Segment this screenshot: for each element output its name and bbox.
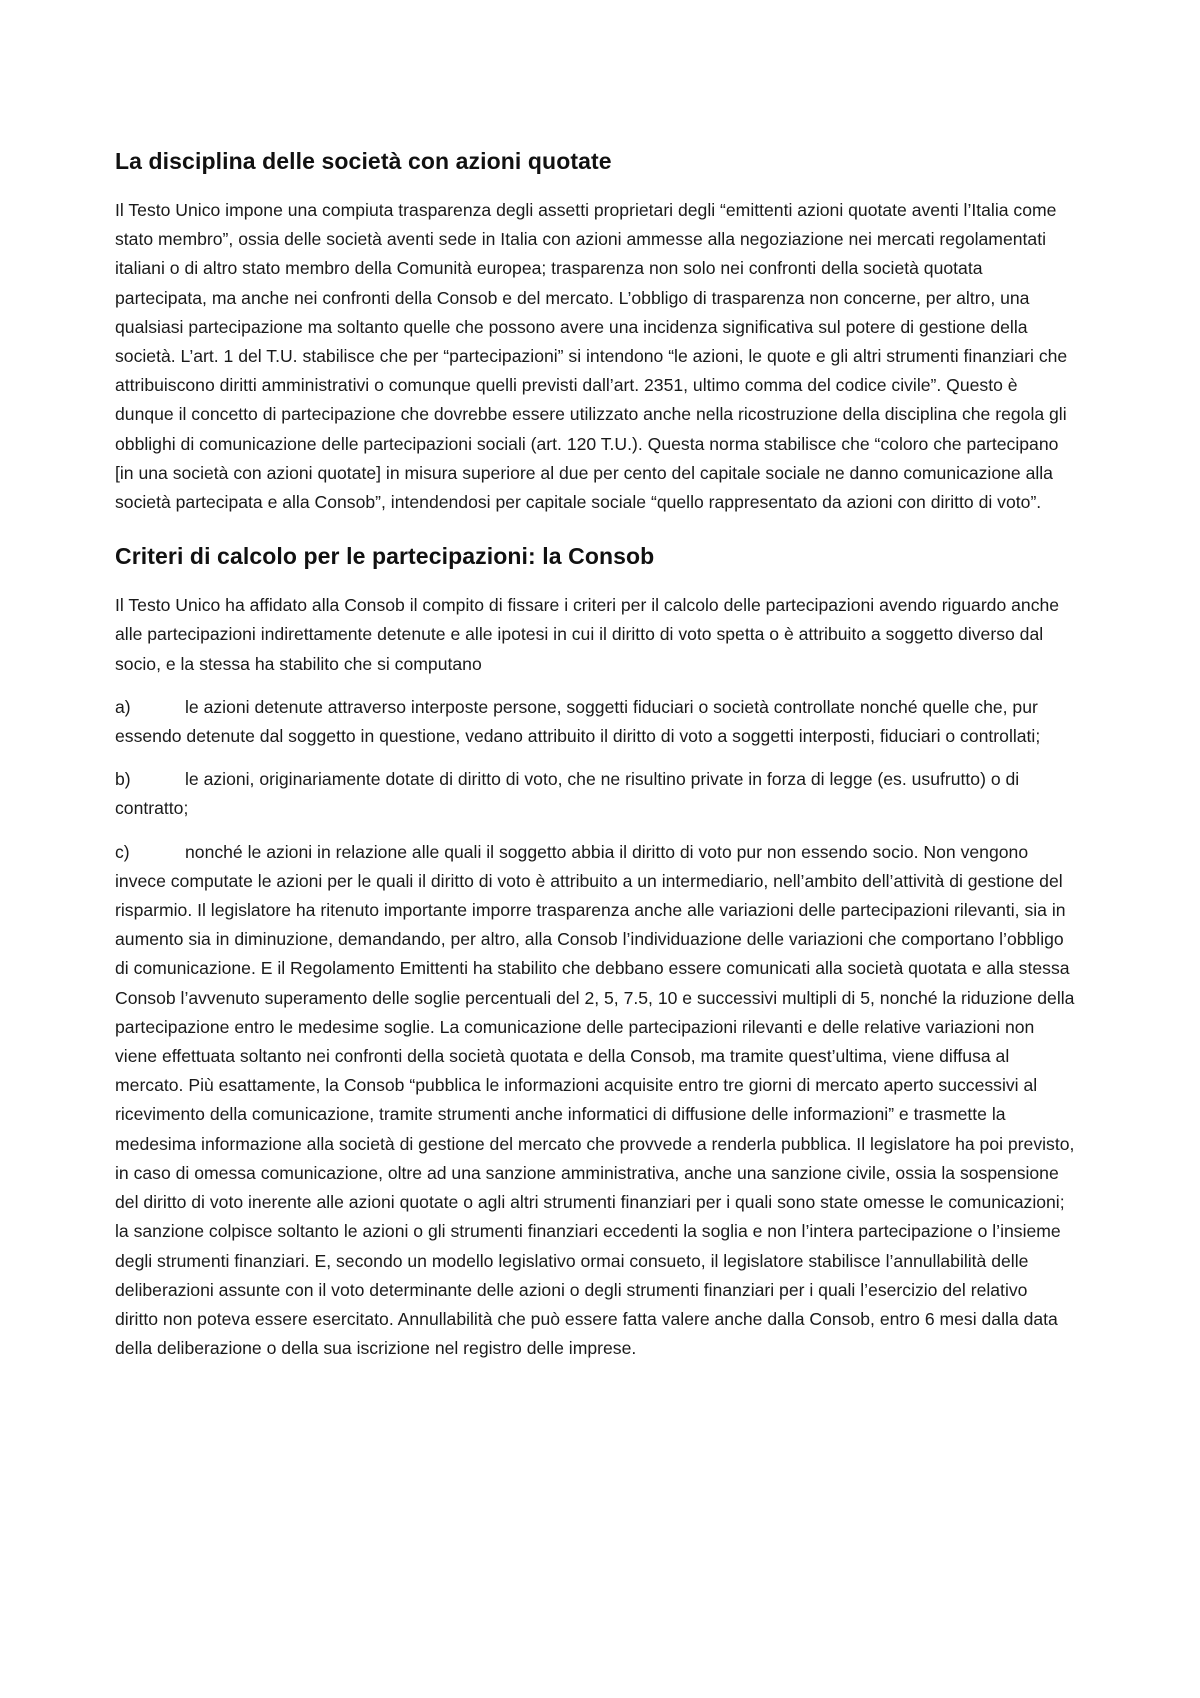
list-item-a bbox=[115, 693, 1075, 751]
list-text-a: le azioni detenute attraverso interposte persone, soggetti fiduciari o società controllate nonché quelle che, pur essendo detenute dal soggetto in questione, vedano attribuito il diritto di voto a soggetti interposti, fiduciari o controllati; bbox=[115, 696, 1041, 747]
section-heading-disciplina: La disciplina delle società con azioni quotate bbox=[115, 148, 612, 174]
list-marker-c: c) bbox=[115, 841, 130, 862]
section-heading-criteri: Criteri di calcolo per le partecipazioni: la Consob bbox=[115, 543, 655, 570]
list-item-b bbox=[115, 765, 1075, 823]
list-text-b: le azioni, originariamente dotate di diritto di voto, che ne risultino private in forza di legge (es. usufrutto) o di contratto; bbox=[115, 769, 1020, 819]
list-text-c: nonché le azioni in relazione alle quali il soggetto abbia il diritto di voto pur non essendo socio. Non vengono invece computate le azioni per le quali il diritto di voto è attribuito a un intermediario, nell’ambito dell’attività di gestione del risparmio. Il legislatore ha ritenuto importante imporre trasparenza anche alle variazioni delle partecipazioni rilevanti, sia in aumento sia in diminuzione, demandando, per altro, alla Consob l’individuazione delle variazioni che comportano l’obbligo di comunicazione. E il Regolamento Emittenti ha stabilito che debbano essere comunicati alla società quotata e alla stessa Consob l’avvenuto superamento delle soglie percentuali del 2, 5, 7.5, 10 e successivi multipli di 5, nonché la riduzione della partecipazione entro le medesime soglie. La comunicazione delle partecipazioni rilevanti e delle relative variazioni non viene effettuata soltanto nei confronti della società quotata e della Consob, ma tramite quest’ultima, viene diffusa al mercato. Più esattamente, la Consob “pubblica le informazioni acquisite entro tre giorni di mercato aperto successivi al ricevimento della comunicazione, tramite strumenti anche informatici di diffusione delle informazioni” e trasmette la medesima informazione alla società di gestione del mercato che provvede a renderla pubblica. Il legislatore ha poi previsto, in caso di omessa comunicazione, oltre ad una sanzione amministrativa, anche una sanzione civile, ossia la sospensione del diritto di voto inerente alle azioni quotate o agli altri strumenti finanziari per i quali sono state omesse le comunicazioni; la sanzione colpisce soltanto le azioni o gli strumenti finanziari eccedenti la soglia e non l’intera partecipazione o l’insieme degli strumenti finanziari. E, secondo un modello legislativo ormai consueto, il legislatore stabilisce l’annullabilità delle deliberazioni assunte con il voto determinante delle azioni o degli strumenti finanziari per i quali l’esercizio del relativo diritto non poteva essere esercitato. Annullabilità che può essere fatta valere anche dalla Consob, entro 6 mesi dalla data della deliberazione o della sua iscrizione nel registro delle imprese. bbox=[115, 841, 1075, 1359]
paragraph-disciplina: Il Testo Unico impone una compiuta trasparenza degli assetti proprietari degli “emittenti azioni quotate aventi l’Italia come stato membro”, ossia delle società aventi sede in Italia con azioni ammesse alla negoziazione nei mercati regolamentati italiani o di altro stato membro della Comunità europea; trasparenza non solo nei confronti della società quotata partecipata, ma anche nei confronti della Consob e del mercato. L’obbligo di trasparenza non concerne, per altro, una qualsiasi partecipazione ma soltanto quelle che possono avere una incidenza significativa sul potere di gestione della società. L’art. 1 del T.U. stabilisce che per “partecipazioni” si intendono “le azioni, le quote e gli altri strumenti finanziari che attribuiscono diritti amministrativi o comunque quelli previsti dall’art. 2351, ultimo comma del codice civile”. Questo è dunque il concetto di partecipazione che dovrebbe essere utilizzato anche nella ricostruzione della disciplina che regola gli obblighi di comunicazione delle partecipazioni sociali (art. 120 T.U.). Questa norma stabilisce che “coloro che partecipano [in una società con azioni quotate] in misura superiore al due per cento del capitale sociale ne danno comunicazione alla società partecipata e alla Consob”, intendendosi per capitale sociale “quello rappresentato da azioni con diritto di voto”. bbox=[115, 200, 1068, 513]
list-item-c bbox=[115, 838, 1075, 1364]
document-page bbox=[115, 146, 1075, 1363]
list-marker-a: a) bbox=[115, 696, 131, 717]
list-marker-b: b) bbox=[115, 769, 131, 790]
paragraph-criteri-intro: Il Testo Unico ha affidato alla Consob il compito di fissare i criteri per il calcolo delle partecipazioni avendo riguardo anche alle partecipazioni indirettamente detenute e alle ipotesi in cui il diritto di voto spetta o è attribuito a soggetto diverso dal socio, e la stessa ha stabilito che si computano bbox=[115, 595, 1060, 674]
